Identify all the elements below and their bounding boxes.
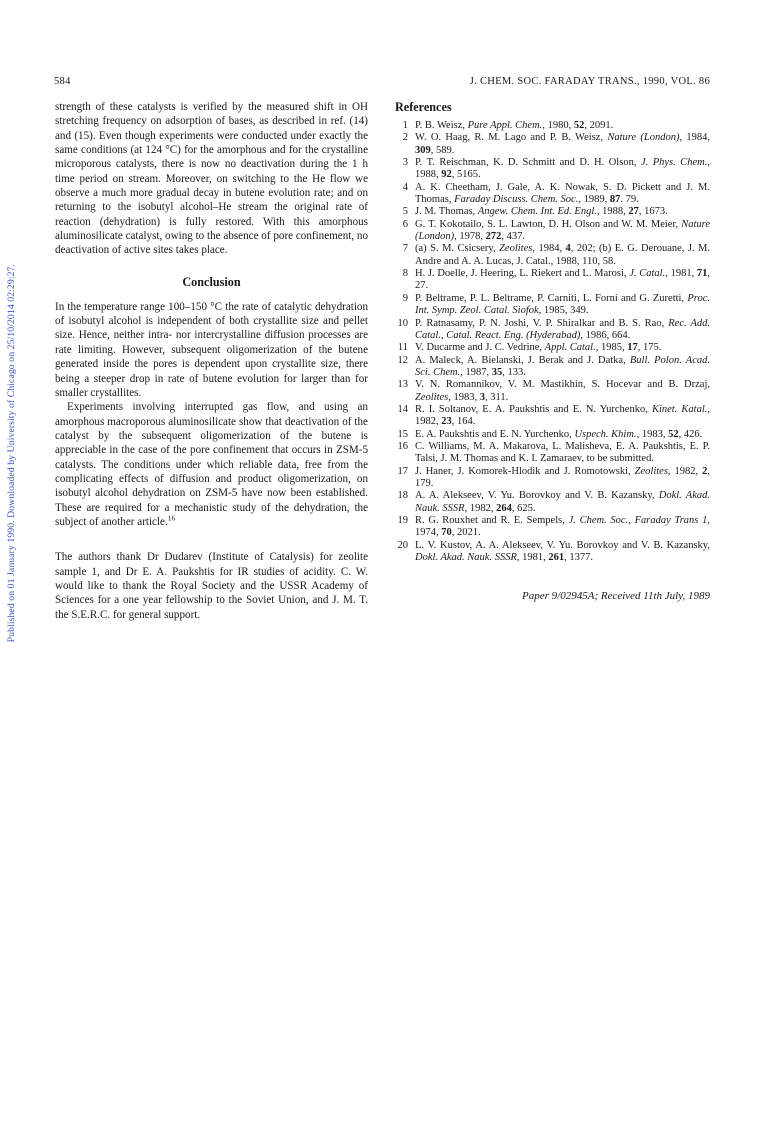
reference-journal: Zeolites [415, 391, 449, 403]
reference-journal: Zeolites [499, 243, 533, 255]
reference-volume: 52 [668, 428, 679, 440]
reference-number: 7 [402, 243, 408, 255]
conclusion-heading: Conclusion [182, 274, 241, 289]
reference-number: 1 [402, 120, 408, 131]
reference-journal: Nature (London) [607, 132, 680, 144]
references-heading: References [395, 100, 452, 114]
reference-number: 12 [397, 354, 408, 366]
reference-number: 19 [397, 515, 408, 526]
reference-pages: , 1377. [564, 552, 593, 564]
paper-received-info: Paper 9/02945A; Received 11th July, 1989 [522, 590, 710, 603]
reference-pages: , 5165. [451, 169, 481, 181]
reference-number: 4 [402, 181, 408, 193]
reference-authors: A. Maleck, A. Bielanski, J. Berak and J. Datka, [415, 354, 630, 366]
reference-number: 18 [397, 490, 408, 502]
conclusion-paragraph-2 [55, 400, 368, 529]
reference-pages: , 202; (b) E. G. Derouane, J. M. Andre and A. A. Lucas, J. Catal., 1988, 110, 58. [415, 243, 711, 267]
reference-authors: P. B. Weisz, [415, 120, 468, 131]
reference-authors: V. N. Romannikov, V. M. Mastikhin, S. Hocevar and B. Drzaj, [415, 379, 710, 391]
reference-item [395, 318, 710, 343]
conclusion-paragraph-2-text: Experiments involving interrupted gas flow, and using an amorphous macroporous aluminosilicate show that deactivation of the catalyst by the subsequent oligomerization of the butene is appreciable in the case of the pore confinement that occurs in ZSM-5 catalysts. The conditions under which reliable data, free from the complicating effects of diffusion and product oligomerization, on isobutyl alcohol dehydration on ZSM-5 have now been established. These are required for a mechanistic study of the dehydration, the subject of another article. [55, 401, 368, 528]
page-header [54, 76, 710, 90]
reference-year: , 1983, [448, 391, 480, 403]
reference-year: , 1982, [464, 502, 497, 514]
reference-pages: , 1673. [638, 206, 668, 218]
reference-authors: P. Beltrame, P. L. Beltrame, P. Carniti, L. Forni and G. Zuretti, [415, 292, 688, 304]
reference-pages: , 179. [415, 465, 710, 489]
reference-journal: Zeolites [634, 465, 668, 477]
reference-journal: Rec. Add. Catal., Catal. React. Eng. (Hyderabad) [415, 317, 710, 341]
reference-year: , 1988, [415, 157, 710, 181]
reference-item [395, 182, 710, 207]
reference-year: , 1986, 664. [580, 329, 631, 341]
reference-item [395, 206, 710, 218]
reference-item [395, 355, 710, 380]
reference-year: , 1978, [454, 231, 486, 243]
reference-item [395, 219, 710, 244]
reference-authors: R. I. Soltanov, E. A. Paukshtis and E. N. Yurchenko, [415, 403, 652, 415]
reference-year: , 1985, 349. [538, 305, 589, 317]
reference-item [395, 243, 710, 268]
reference-year: , 1981, [516, 552, 549, 564]
reference-journal: J. Chem. Soc., Faraday Trans 1 [568, 515, 708, 526]
reference-number: 3 [402, 157, 408, 169]
reference-authors: J. M. Thomas, [415, 206, 478, 218]
reference-item [395, 466, 710, 491]
reference-journal: Angew. Chem. Int. Ed. Engl. [477, 206, 597, 218]
citation-superscript: 16 [167, 513, 176, 523]
reference-year: , 1974, [415, 515, 710, 539]
reference-list [395, 120, 710, 564]
reference-volume: 309 [415, 144, 431, 156]
body-paragraph-continued: strength of these catalysts is verified by the measured shift in OH stretching frequency on adsorption of bases, as described in ref. (14) and (15). Even though experiments were conducted under exactly the same conditions (at 124 °C) for the amorphous and for the crystalline microporous catalysts, there is now no deactivation during the 1 h time period on stream. Moreover, on switching to the He flow we observe a much more gradual decay in butene evolution rate; and on returning to the isobutyl alcohol–He stream the original rate of reaction (dehydration) is fully restored. With this amorphous aluminosilicate catalyst, owing to the absence of pore confinement, no deactivation of active sites takes place. [55, 101, 368, 257]
reference-journal: Bull. Polon. Acad. Sci. Chem. [415, 354, 710, 378]
reference-authors: P. Ratnasamy, P. N. Joshi, V. P. Shiralkar and B. S. Rao, [415, 317, 669, 329]
reference-item [395, 120, 710, 132]
reference-item [395, 157, 710, 182]
reference-pages: , 311. [485, 391, 509, 403]
reference-number: 20 [397, 539, 408, 551]
acknowledgements-paragraph: The authors thank Dr Dudarev (Institute of Catalysis) for zeolite sample 1, and Dr E. A. Paukshtis for IR studies of acidity. C. W. would like to thank the Royal Society and the USSR Academy of Sciences for a one year fellowship to the Soviet Union, and J. M. T. the S.E.R.C. for general support. [55, 551, 368, 621]
download-watermark-text: Published on 01 January 1990. Downloaded by University of Chicago on 25/10/2014 02:29:27. [5, 263, 17, 643]
reference-number: 13 [397, 379, 408, 391]
reference-pages: , 2021. [451, 527, 481, 539]
reference-year: , 1989, [578, 194, 610, 206]
reference-number: 5 [402, 206, 408, 218]
reference-number: 6 [402, 218, 408, 230]
reference-journal: J. Catal. [629, 268, 666, 280]
left-column [55, 100, 368, 622]
reference-volume: 27 [628, 206, 639, 218]
reference-journal: Nature (London) [415, 218, 710, 243]
right-column [395, 100, 710, 603]
download-watermark [4, 218, 18, 688]
reference-authors: C. Williams, M. A. Makarova, L. Malisheva, E. A. Paukshtis, E. P. Talsi, J. M. Thomas and K. I. Zamaraev, to be submitted. [415, 440, 710, 465]
reference-year: , 1985, [595, 342, 628, 354]
reference-pages: , 175. [637, 342, 662, 354]
reference-journal: Appl. Catal. [544, 342, 596, 354]
reference-volume: 17 [627, 342, 638, 354]
reference-item [395, 293, 710, 318]
reference-item [395, 441, 710, 466]
running-head: J. CHEM. SOC. FARADAY TRANS., 1990, VOL. 86 [469, 76, 710, 87]
reference-authors: A. A. Alekseev, V. Yu. Borovkoy and V. B. Kazansky, [415, 490, 659, 502]
reference-item [395, 342, 710, 354]
reference-authors: H. J. Doelle, J. Heering, L. Riekert and L. Marosi, [415, 268, 630, 280]
reference-item [395, 404, 710, 429]
conclusion-paragraph-1: In the temperature range 100–150 °C the rate of catalytic dehydration of isobutyl alcohol is independent of both crystallite size and pellet size. Hence, neither intra- nor intercrystalline diffusion processes are rate limiting. However, subsequent oligomerization of the butene generated inside the pores is dependent upon crystallite size, there being a steeper drop in rate of butene evolution for larger than for smaller crystallites. [55, 300, 368, 399]
reference-pages: , 625. [511, 502, 536, 514]
reference-journal: J. Phys. Chem. [640, 157, 708, 169]
reference-volume: 3 [479, 391, 485, 403]
reference-item [395, 268, 710, 293]
reference-volume: 4 [565, 243, 571, 255]
reference-journal: Kinet. Katal. [651, 403, 708, 415]
reference-journal: Dokl. Akad. Nauk. SSSR [415, 552, 517, 564]
reference-journal: Faraday Discuss. Chem. Soc. [454, 194, 579, 206]
reference-volume: 23 [441, 416, 452, 428]
reference-authors: P. T. Reischman, K. D. Schmitt and D. H. Olson, [415, 157, 641, 169]
reference-year: , 1982, [667, 465, 703, 477]
reference-item [395, 429, 710, 441]
reference-pages: , 589. [430, 144, 455, 156]
reference-year: , 1980, [542, 120, 574, 131]
reference-authors: (a) S. M. Csicsery, [415, 243, 500, 255]
reference-number: 2 [402, 132, 408, 144]
reference-journal: Uspech. Khim. [574, 428, 637, 440]
reference-authors: J. Haner, J. Komorek-Hlodik and J. Romotowski, [415, 465, 635, 477]
reference-pages: , 426. [678, 428, 703, 440]
reference-number: 10 [397, 317, 408, 329]
reference-year: , 1987, [460, 366, 492, 378]
reference-volume: 52 [573, 120, 585, 131]
reference-journal: Dokl. Akad. Nauk. SSSR [415, 490, 711, 514]
reference-pages: , 164. [451, 416, 476, 428]
reference-pages: , 133. [502, 366, 526, 378]
reference-pages: , 27. [415, 268, 711, 292]
reference-item [395, 379, 710, 404]
reference-volume: 87 [609, 194, 621, 206]
reference-number: 8 [402, 268, 408, 280]
reference-volume: 35 [491, 366, 503, 378]
reference-volume: 70 [441, 527, 452, 539]
reference-authors: L. V. Kustov, A. A. Alekseev, V. Yu. Borovkoy and V. B. Kazansky, [415, 539, 710, 551]
reference-number: 17 [397, 465, 408, 477]
reference-journal: Proc. Int. Symp. Zeol. Catal. Siofok [415, 292, 710, 317]
reference-volume: 261 [548, 552, 565, 564]
reference-year: , 1982, [415, 403, 710, 428]
reference-volume: 264 [496, 502, 512, 514]
reference-item [395, 515, 710, 540]
reference-authors: G. T. Kokotailo, S. L. Lawton, D. H. Olson and W. M. Meier, [415, 218, 682, 230]
reference-year: , 1984, [532, 243, 566, 255]
reference-number: 9 [402, 292, 408, 304]
reference-pages: , 2091. [584, 120, 614, 131]
reference-authors: E. A. Paukshtis and E. N. Yurchenko, [415, 428, 575, 440]
reference-item [395, 490, 710, 515]
reference-volume: 272 [485, 231, 502, 243]
reference-number: 14 [397, 403, 408, 415]
reference-year: , 1983, [636, 428, 669, 440]
reference-volume: 2 [702, 465, 708, 477]
reference-number: 16 [397, 440, 408, 452]
reference-volume: 92 [441, 169, 452, 181]
reference-number: 11 [397, 342, 408, 354]
reference-item [395, 540, 710, 565]
reference-authors: R. G. Rouxhet and R. E. Sempels, [415, 515, 569, 526]
reference-year: , 1981, [665, 268, 697, 280]
reference-authors: W. O. Haag, R. M. Lago and P. B. Weisz, [415, 132, 608, 144]
reference-journal: Pure Appl. Chem. [467, 120, 543, 131]
reference-year: , 1984, [679, 132, 711, 144]
reference-number: 15 [397, 428, 408, 440]
reference-volume: 71 [696, 268, 708, 280]
reference-authors: V. Ducarme and J. C. Vedrine, [415, 342, 545, 354]
reference-year: , 1988, [596, 206, 629, 218]
reference-pages: , 437. [501, 231, 525, 243]
reference-authors: A. K. Cheetham, J. Gale, A. K. Nowak, S. D. Pickett and J. M. Thomas, [415, 181, 710, 206]
reference-item [395, 132, 710, 157]
page-number: 584 [54, 76, 71, 87]
reference-pages: . 79. [620, 194, 639, 206]
